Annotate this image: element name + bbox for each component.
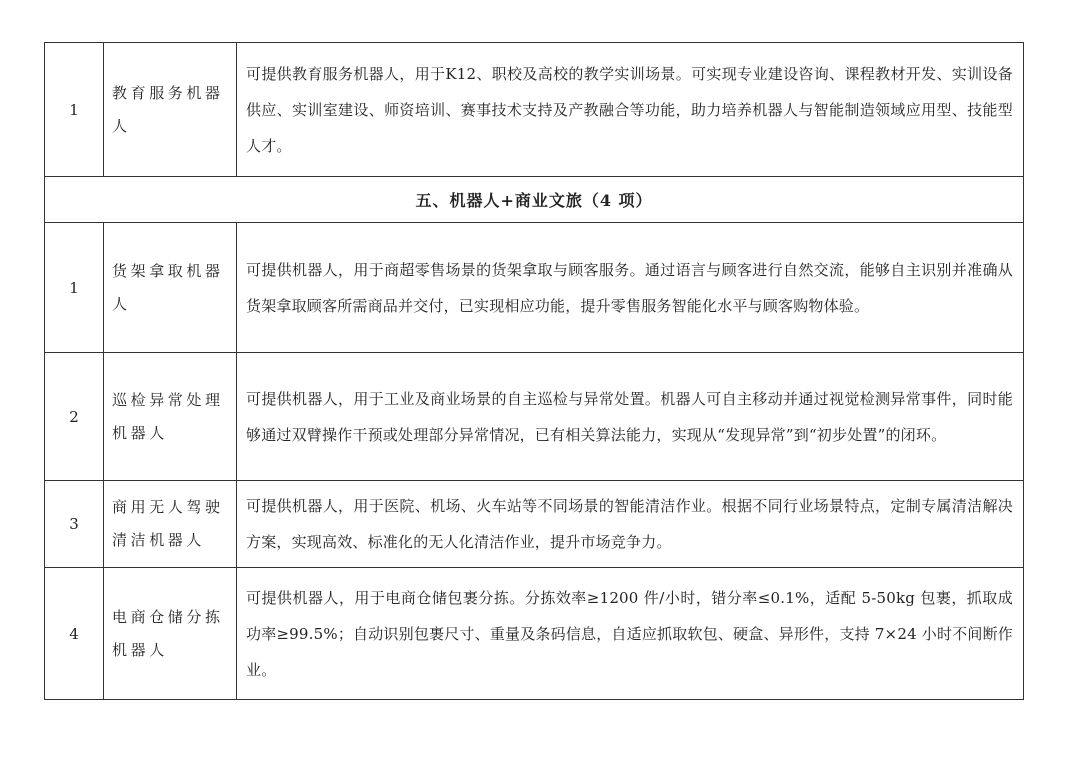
- section-title: 五、机器人+商业文旅（4 项）: [45, 177, 1024, 223]
- row-number: 1: [45, 223, 104, 353]
- table-row: [45, 43, 1024, 177]
- table-row: [45, 568, 1024, 700]
- robot-name: 商用无人驾驶清洁机器人: [104, 481, 237, 568]
- row-number: 2: [45, 353, 104, 481]
- robot-description: 可提供机器人，用于商超零售场景的货架拿取与顾客服务。通过语言与顾客进行自然交流，能够自主识别并准确从货架拿取顾客所需商品并交付，已实现相应功能，提升零售服务智能化水平与顾客购物体验。: [237, 223, 1024, 353]
- table-row: [45, 223, 1024, 353]
- robot-description: 可提供机器人，用于工业及商业场景的自主巡检与异常处置。机器人可自主移动并通过视觉检测异常事件，同时能够通过双臂操作干预或处理部分异常情况，已有相关算法能力，实现从“发现异常”到“初步处置”的闭环。: [237, 353, 1024, 481]
- robot-description: 可提供教育服务机器人，用于K12、职校及高校的教学实训场景。可实现专业建设咨询、课程教材开发、实训设备供应、实训室建设、师资培训、赛事技术支持及产教融合等功能，助力培养机器人与智能制造领域应用型、技能型人才。: [237, 43, 1024, 177]
- robot-description: 可提供机器人，用于电商仓储包裹分拣。分拣效率≥1200 件/小时，错分率≤0.1%，适配 5-50kg 包裹，抓取成功率≥99.5%；自动识别包裹尺寸、重量及条码信息，自适应抓取软包、硬盒、异形件，支持 7×24 小时不间断作业。: [237, 568, 1024, 700]
- robot-name: 货架拿取机器人: [104, 223, 237, 353]
- row-number: 4: [45, 568, 104, 700]
- section-header-row: [45, 177, 1024, 223]
- robot-name: 教育服务机器人: [104, 43, 237, 177]
- robot-service-table: [44, 42, 1024, 700]
- robot-name: 巡检异常处理机器人: [104, 353, 237, 481]
- row-number: 3: [45, 481, 104, 568]
- table-row: [45, 481, 1024, 568]
- robot-name: 电商仓储分拣机器人: [104, 568, 237, 700]
- table-row: [45, 353, 1024, 481]
- row-number: 1: [45, 43, 104, 177]
- robot-description: 可提供机器人，用于医院、机场、火车站等不同场景的智能清洁作业。根据不同行业场景特点，定制专属清洁解决方案，实现高效、标准化的无人化清洁作业，提升市场竞争力。: [237, 481, 1024, 568]
